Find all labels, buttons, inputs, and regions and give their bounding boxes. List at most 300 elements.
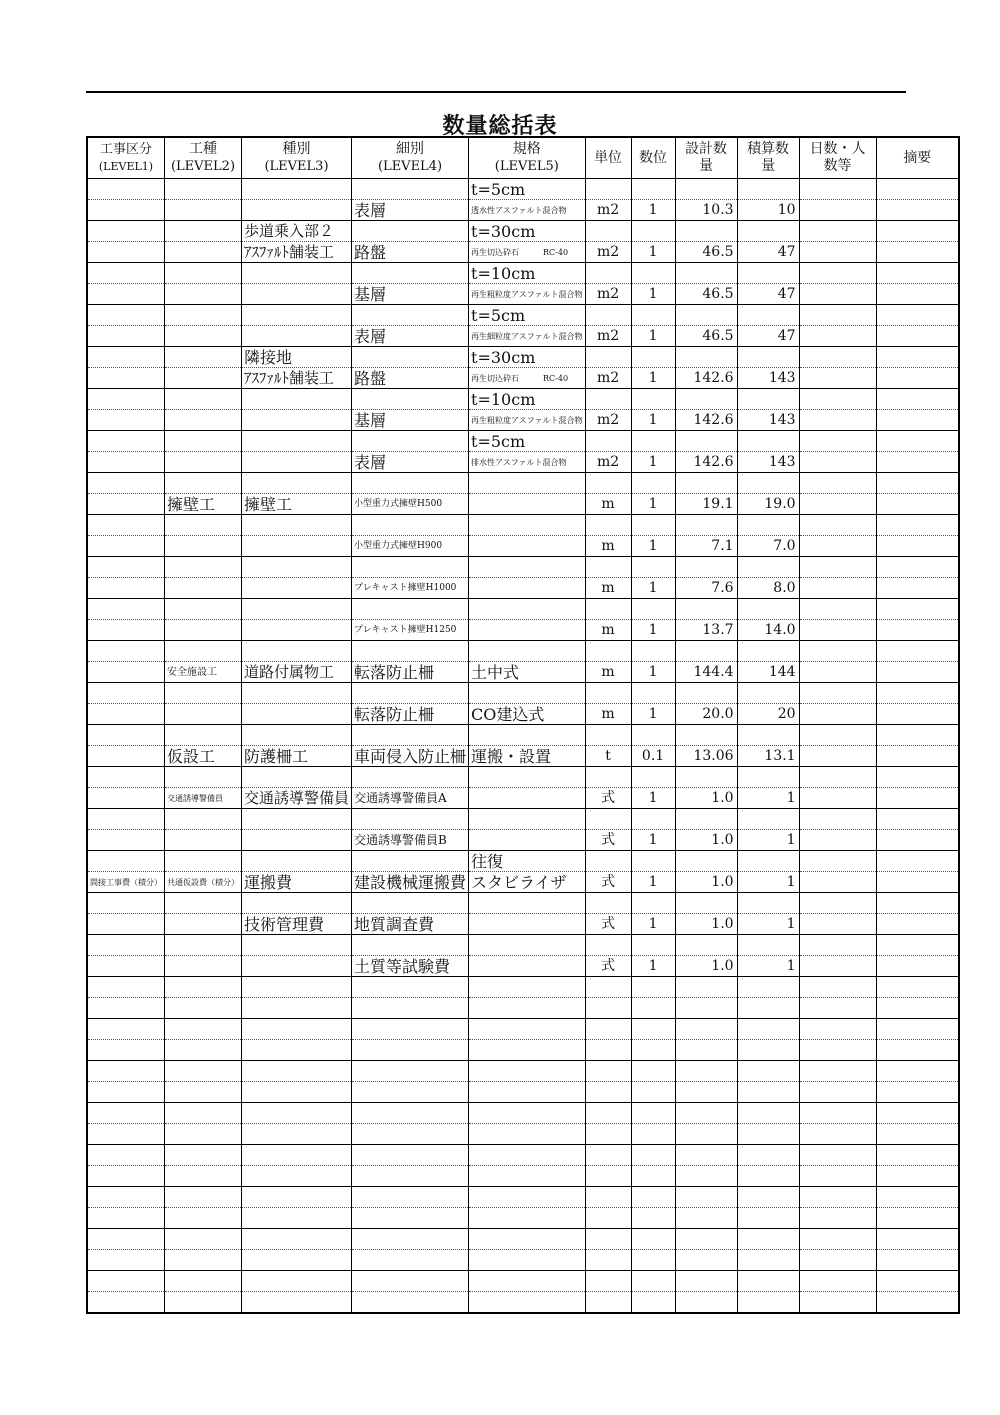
cell-l2 <box>165 410 242 431</box>
table-row <box>87 578 959 599</box>
cell-days <box>799 263 876 284</box>
cell-days <box>799 620 876 641</box>
cell-l3 <box>242 1103 352 1124</box>
cell-unit <box>585 1124 631 1145</box>
table-row <box>87 641 959 662</box>
cell-l3 <box>242 641 352 662</box>
cell-l4 <box>352 515 469 536</box>
cell-l3 <box>242 1019 352 1040</box>
table-row <box>87 872 959 893</box>
cell-unit <box>585 1208 631 1229</box>
cell-unit <box>585 557 631 578</box>
cell-l2 <box>165 536 242 557</box>
cell-l3 <box>242 1229 352 1250</box>
cell-days <box>799 368 876 389</box>
cell-l2 <box>165 1292 242 1314</box>
table-row <box>87 1271 959 1292</box>
cell-l2 <box>165 1124 242 1145</box>
cell-l2 <box>165 473 242 494</box>
cell-days <box>799 1061 876 1082</box>
cell-days <box>799 578 876 599</box>
cell-l1 <box>87 221 165 242</box>
cell-l5 <box>469 935 586 956</box>
cell-design <box>675 851 737 872</box>
cell-l4: プレキャスト擁壁H1000 <box>352 578 469 599</box>
cell-rank <box>631 473 675 494</box>
cell-rank <box>631 1040 675 1061</box>
cell-l5 <box>469 1292 586 1314</box>
cell-design: 142.6 <box>675 452 737 473</box>
cell-remarks <box>876 1250 959 1271</box>
cell-design <box>675 389 737 410</box>
cell-days <box>799 1040 876 1061</box>
cell-l3 <box>242 725 352 746</box>
cell-design <box>675 1166 737 1187</box>
cell-l3: 技術管理費 <box>242 914 352 935</box>
cell-l3 <box>242 410 352 431</box>
header-days: 日数・人 数等 <box>799 137 876 179</box>
cell-l1 <box>87 998 165 1019</box>
cell-estimate <box>737 893 799 914</box>
cell-design: 7.1 <box>675 536 737 557</box>
cell-remarks <box>876 704 959 725</box>
cell-l3: 交通誘導警備員 <box>242 788 352 809</box>
table-row <box>87 683 959 704</box>
cell-remarks <box>876 1145 959 1166</box>
table-row <box>87 200 959 221</box>
cell-l4: 小型重力式擁壁H900 <box>352 536 469 557</box>
cell-rank <box>631 1187 675 1208</box>
cell-rank: 1 <box>631 242 675 263</box>
cell-l5 <box>469 1166 586 1187</box>
cell-design <box>675 1145 737 1166</box>
cell-estimate <box>737 599 799 620</box>
cell-l4 <box>352 599 469 620</box>
cell-design <box>675 1124 737 1145</box>
cell-rank <box>631 1166 675 1187</box>
cell-l3: 道路付属物工 <box>242 662 352 683</box>
cell-days <box>799 221 876 242</box>
cell-l3 <box>242 956 352 977</box>
cell-l2 <box>165 1103 242 1124</box>
cell-estimate: 13.1 <box>737 746 799 767</box>
cell-l5 <box>469 1082 586 1103</box>
cell-days <box>799 725 876 746</box>
cell-l4 <box>352 1187 469 1208</box>
cell-remarks <box>876 1271 959 1292</box>
cell-l1 <box>87 1061 165 1082</box>
cell-l2 <box>165 683 242 704</box>
cell-unit <box>585 809 631 830</box>
cell-estimate <box>737 977 799 998</box>
cell-estimate: 47 <box>737 284 799 305</box>
cell-l3 <box>242 935 352 956</box>
cell-remarks <box>876 977 959 998</box>
table-row <box>87 536 959 557</box>
cell-days <box>799 1019 876 1040</box>
cell-unit <box>585 893 631 914</box>
table-row <box>87 1124 959 1145</box>
cell-l2 <box>165 977 242 998</box>
cell-days <box>799 767 876 788</box>
cell-l5 <box>469 536 586 557</box>
cell-unit: 式 <box>585 830 631 851</box>
cell-design <box>675 998 737 1019</box>
cell-days <box>799 893 876 914</box>
cell-l5 <box>469 914 586 935</box>
cell-days <box>799 1208 876 1229</box>
cell-design: 46.5 <box>675 242 737 263</box>
cell-l4: 基層 <box>352 284 469 305</box>
table-row <box>87 179 959 200</box>
cell-rank <box>631 431 675 452</box>
table-row <box>87 242 959 263</box>
cell-design <box>675 179 737 200</box>
cell-l5 <box>469 1103 586 1124</box>
cell-days <box>799 536 876 557</box>
cell-l1 <box>87 473 165 494</box>
cell-rank <box>631 767 675 788</box>
cell-rank <box>631 893 675 914</box>
cell-l2 <box>165 1040 242 1061</box>
cell-unit <box>585 1061 631 1082</box>
cell-l4: 小型重力式擁壁H500 <box>352 494 469 515</box>
cell-remarks <box>876 389 959 410</box>
cell-l4: 地質調査費 <box>352 914 469 935</box>
table-row <box>87 851 959 872</box>
cell-l1 <box>87 179 165 200</box>
cell-l2 <box>165 704 242 725</box>
cell-days <box>799 1229 876 1250</box>
cell-l2 <box>165 221 242 242</box>
cell-l4 <box>352 725 469 746</box>
cell-l1 <box>87 347 165 368</box>
cell-l1 <box>87 830 165 851</box>
cell-l2 <box>165 935 242 956</box>
table-row <box>87 620 959 641</box>
cell-estimate <box>737 1103 799 1124</box>
cell-unit <box>585 389 631 410</box>
cell-unit <box>585 221 631 242</box>
cell-l1 <box>87 1082 165 1103</box>
cell-l4 <box>352 1019 469 1040</box>
cell-remarks <box>876 767 959 788</box>
cell-l1 <box>87 1124 165 1145</box>
cell-l3 <box>242 557 352 578</box>
cell-rank: 1 <box>631 536 675 557</box>
cell-days <box>799 410 876 431</box>
cell-days <box>799 473 876 494</box>
table-row <box>87 935 959 956</box>
cell-design <box>675 767 737 788</box>
header-level4: 細別 (LEVEL4) <box>352 137 469 179</box>
cell-l5 <box>469 494 586 515</box>
cell-remarks <box>876 1292 959 1314</box>
cell-l3 <box>242 515 352 536</box>
cell-rank <box>631 1271 675 1292</box>
cell-remarks <box>876 599 959 620</box>
cell-l4: 表層 <box>352 200 469 221</box>
cell-remarks <box>876 1124 959 1145</box>
cell-l4 <box>352 1124 469 1145</box>
cell-remarks <box>876 1208 959 1229</box>
cell-l4 <box>352 767 469 788</box>
cell-l1 <box>87 599 165 620</box>
cell-days <box>799 326 876 347</box>
cell-l2: 安全施設工 <box>165 662 242 683</box>
cell-unit <box>585 1019 631 1040</box>
cell-l3: 隣接地 <box>242 347 352 368</box>
cell-estimate: 47 <box>737 326 799 347</box>
cell-l2 <box>165 347 242 368</box>
cell-l5 <box>469 809 586 830</box>
cell-days <box>799 389 876 410</box>
cell-unit <box>585 305 631 326</box>
cell-estimate <box>737 683 799 704</box>
cell-l1 <box>87 704 165 725</box>
cell-l4: 基層 <box>352 410 469 431</box>
table-row <box>87 410 959 431</box>
header-unit: 単位 <box>585 137 631 179</box>
table-row <box>87 599 959 620</box>
cell-unit: m2 <box>585 284 631 305</box>
table-row <box>87 809 959 830</box>
cell-estimate <box>737 305 799 326</box>
cell-l4 <box>352 431 469 452</box>
cell-remarks <box>876 935 959 956</box>
cell-l2 <box>165 200 242 221</box>
cell-l5 <box>469 578 586 599</box>
cell-l4 <box>352 683 469 704</box>
cell-l1 <box>87 284 165 305</box>
cell-rank <box>631 851 675 872</box>
cell-l2 <box>165 830 242 851</box>
cell-l1 <box>87 1145 165 1166</box>
cell-estimate <box>737 221 799 242</box>
cell-unit <box>585 263 631 284</box>
cell-days <box>799 872 876 893</box>
header-estimate-qty: 積算数 量 <box>737 137 799 179</box>
cell-days <box>799 179 876 200</box>
cell-l4: 表層 <box>352 452 469 473</box>
cell-l1 <box>87 557 165 578</box>
cell-l1 <box>87 200 165 221</box>
cell-rank <box>631 935 675 956</box>
cell-rank <box>631 263 675 284</box>
cell-l4 <box>352 305 469 326</box>
cell-l2 <box>165 368 242 389</box>
cell-rank: 1 <box>631 788 675 809</box>
cell-l4: 転落防止柵 <box>352 662 469 683</box>
table-row <box>87 956 959 977</box>
cell-l3 <box>242 851 352 872</box>
cell-rank <box>631 557 675 578</box>
cell-l3 <box>242 431 352 452</box>
cell-rank <box>631 1229 675 1250</box>
cell-l5: 再生粗粒度アスファルト混合物 <box>469 284 586 305</box>
cell-l1 <box>87 662 165 683</box>
cell-design <box>675 515 737 536</box>
cell-l2: 擁壁工 <box>165 494 242 515</box>
cell-rank: 0.1 <box>631 746 675 767</box>
cell-unit <box>585 1229 631 1250</box>
table-row <box>87 830 959 851</box>
cell-rank <box>631 515 675 536</box>
cell-l3: 歩道乗入部２ <box>242 221 352 242</box>
cell-l3 <box>242 1124 352 1145</box>
cell-design <box>675 1082 737 1103</box>
cell-estimate <box>737 473 799 494</box>
cell-l1 <box>87 242 165 263</box>
cell-design <box>675 1229 737 1250</box>
cell-l4 <box>352 1292 469 1314</box>
cell-rank: 1 <box>631 284 675 305</box>
cell-l5 <box>469 998 586 1019</box>
table-row <box>87 1040 959 1061</box>
cell-l3 <box>242 767 352 788</box>
cell-design <box>675 557 737 578</box>
cell-l3 <box>242 200 352 221</box>
cell-l5 <box>469 893 586 914</box>
cell-rank: 1 <box>631 200 675 221</box>
cell-unit: m2 <box>585 326 631 347</box>
cell-l5 <box>469 620 586 641</box>
cell-l3 <box>242 1187 352 1208</box>
table-row <box>87 914 959 935</box>
cell-l4 <box>352 1208 469 1229</box>
cell-l2 <box>165 641 242 662</box>
cell-unit: m2 <box>585 410 631 431</box>
cell-remarks <box>876 1019 959 1040</box>
cell-l4: 交通誘導警備員A <box>352 788 469 809</box>
table-row <box>87 368 959 389</box>
cell-l4 <box>352 1166 469 1187</box>
cell-days <box>799 1292 876 1314</box>
cell-estimate: 144 <box>737 662 799 683</box>
cell-l1 <box>87 1250 165 1271</box>
cell-design <box>675 935 737 956</box>
cell-l5 <box>469 641 586 662</box>
cell-l5: 往復 <box>469 851 586 872</box>
cell-l2 <box>165 515 242 536</box>
cell-rank <box>631 998 675 1019</box>
cell-l2: 共通仮設費（積分） <box>165 872 242 893</box>
cell-remarks <box>876 683 959 704</box>
cell-rank: 1 <box>631 578 675 599</box>
cell-estimate <box>737 1145 799 1166</box>
cell-l1 <box>87 683 165 704</box>
cell-estimate: 143 <box>737 452 799 473</box>
cell-l1 <box>87 1229 165 1250</box>
cell-remarks <box>876 557 959 578</box>
cell-estimate <box>737 431 799 452</box>
table-row <box>87 704 959 725</box>
cell-l2 <box>165 452 242 473</box>
cell-estimate: 19.0 <box>737 494 799 515</box>
cell-remarks <box>876 452 959 473</box>
cell-estimate <box>737 935 799 956</box>
cell-days <box>799 1145 876 1166</box>
cell-l5 <box>469 1124 586 1145</box>
cell-l5: スタビライザ <box>469 872 586 893</box>
cell-rank: 1 <box>631 368 675 389</box>
cell-unit <box>585 515 631 536</box>
header-level3: 種別 (LEVEL3) <box>242 137 352 179</box>
cell-l2 <box>165 431 242 452</box>
cell-unit: m <box>585 662 631 683</box>
cell-days <box>799 1187 876 1208</box>
cell-l1 <box>87 326 165 347</box>
cell-remarks <box>876 1166 959 1187</box>
cell-estimate: 1 <box>737 956 799 977</box>
cell-rank: 1 <box>631 914 675 935</box>
cell-design <box>675 473 737 494</box>
cell-estimate <box>737 767 799 788</box>
cell-l1 <box>87 935 165 956</box>
cell-unit <box>585 179 631 200</box>
cell-l2 <box>165 599 242 620</box>
cell-l1 <box>87 809 165 830</box>
cell-rank <box>631 1145 675 1166</box>
cell-design: 1.0 <box>675 830 737 851</box>
cell-estimate <box>737 1082 799 1103</box>
cell-remarks <box>876 1040 959 1061</box>
cell-l5: t=5cm <box>469 179 586 200</box>
cell-l4 <box>352 1271 469 1292</box>
top-rule <box>86 91 906 93</box>
cell-l3 <box>242 1292 352 1314</box>
cell-remarks <box>876 305 959 326</box>
cell-unit: t <box>585 746 631 767</box>
cell-unit <box>585 725 631 746</box>
table-row <box>87 767 959 788</box>
cell-unit <box>585 1250 631 1271</box>
cell-remarks <box>876 242 959 263</box>
page-title: 数量総括表 <box>442 114 558 139</box>
cell-l1 <box>87 536 165 557</box>
cell-l5: t=10cm <box>469 263 586 284</box>
cell-estimate: 14.0 <box>737 620 799 641</box>
cell-estimate <box>737 1208 799 1229</box>
cell-design: 142.6 <box>675 410 737 431</box>
cell-l2 <box>165 998 242 1019</box>
cell-l1 <box>87 389 165 410</box>
cell-remarks <box>876 1061 959 1082</box>
cell-l1 <box>87 578 165 599</box>
cell-days <box>799 851 876 872</box>
cell-unit <box>585 1040 631 1061</box>
cell-l5 <box>469 683 586 704</box>
cell-l1 <box>87 788 165 809</box>
cell-days <box>799 683 876 704</box>
cell-l3 <box>242 536 352 557</box>
cell-l2 <box>165 1187 242 1208</box>
cell-l5: t=30cm <box>469 221 586 242</box>
cell-rank <box>631 1124 675 1145</box>
cell-l1 <box>87 767 165 788</box>
cell-design <box>675 1061 737 1082</box>
cell-estimate <box>737 1271 799 1292</box>
cell-l5 <box>469 1208 586 1229</box>
cell-l1 <box>87 515 165 536</box>
cell-l2 <box>165 326 242 347</box>
cell-l3: ｱｽﾌｧﾙﾄ舗装工 <box>242 242 352 263</box>
cell-l5: 再生切込砕石 RC-40 <box>469 242 586 263</box>
cell-l5 <box>469 1145 586 1166</box>
cell-remarks <box>876 347 959 368</box>
cell-remarks <box>876 914 959 935</box>
table-row <box>87 284 959 305</box>
